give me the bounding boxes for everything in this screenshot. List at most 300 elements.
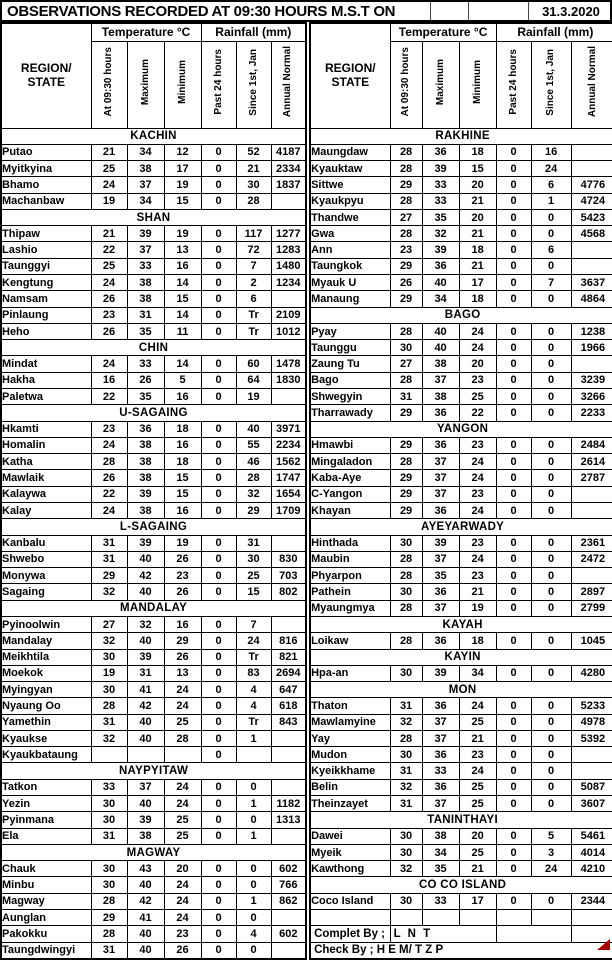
station-name: Kalay [1, 502, 91, 518]
value-cell: 12 [164, 144, 201, 160]
value-cell: 602 [271, 926, 306, 942]
checked-by-label: Check By ; H E M/ T Z P [310, 942, 612, 959]
value-cell: 29 [91, 568, 127, 584]
value-cell: 0 [201, 275, 236, 291]
value-cell: 1012 [271, 323, 306, 339]
value-cell: 1 [236, 828, 271, 844]
value-cell: 23 [91, 307, 127, 323]
value-cell: 28 [390, 454, 422, 470]
value-cell [571, 486, 612, 502]
value-cell: 0 [201, 893, 236, 909]
value-cell: 0 [201, 323, 236, 339]
value-cell: 37 [127, 177, 164, 193]
value-cell: 0 [201, 177, 236, 193]
value-cell: 1238 [571, 323, 612, 339]
station-name: Myitkyina [1, 161, 91, 177]
value-cell: 0 [201, 910, 236, 926]
region-header-line1: REGION/ [324, 60, 376, 75]
station-name: Maungdaw [310, 144, 390, 160]
value-cell: 2233 [571, 405, 612, 421]
value-cell: 31 [390, 796, 422, 812]
station-name: Magway [1, 893, 91, 909]
value-cell: 1313 [271, 812, 306, 828]
value-cell: 38 [127, 828, 164, 844]
value-cell: 0 [531, 405, 571, 421]
value-cell [571, 568, 612, 584]
station-name: Thipaw [1, 226, 91, 242]
station-name: Kyaukpyu [310, 193, 390, 209]
value-cell: 19 [164, 535, 201, 551]
temperature-group-header: Temperature °C [91, 23, 201, 41]
empty-row [310, 910, 612, 926]
value-cell: 33 [422, 893, 459, 909]
station-name: Kengtung [1, 275, 91, 291]
value-cell: 4864 [571, 291, 612, 307]
value-cell: 29 [390, 291, 422, 307]
empty-cell [390, 910, 422, 926]
value-cell: 25 [236, 568, 271, 584]
station-name: Zaung Tu [310, 356, 390, 372]
station-name: Kyaukbataung [1, 747, 91, 763]
value-cell: 33 [91, 779, 127, 795]
value-cell: 13 [164, 665, 201, 681]
value-cell: 2 [236, 275, 271, 291]
value-cell: 4724 [571, 193, 612, 209]
station-name: Yay [310, 730, 390, 746]
col-header-at0930: At 09:30 hours [91, 41, 127, 128]
value-cell: 7 [236, 258, 271, 274]
station-row [1, 291, 306, 307]
value-cell: 0 [201, 747, 236, 763]
value-cell: 4776 [571, 177, 612, 193]
value-cell: 40 [127, 877, 164, 893]
value-cell: 29 [236, 502, 271, 518]
value-cell: 1837 [271, 177, 306, 193]
col-header-since-jan: Since 1st, Jan [531, 41, 571, 128]
value-cell: 24 [459, 763, 496, 779]
value-cell: 38 [127, 437, 164, 453]
value-cell: 38 [422, 389, 459, 405]
value-cell: 0 [496, 291, 531, 307]
value-cell: 32 [390, 779, 422, 795]
section-row [310, 128, 612, 144]
empty-cell [531, 910, 571, 926]
value-cell: 20 [459, 356, 496, 372]
value-cell: 35 [422, 861, 459, 877]
value-cell: 23 [164, 926, 201, 942]
completed-by-label: Complet By ; [310, 926, 390, 942]
value-cell: 0 [531, 568, 571, 584]
station-name: Chauk [1, 861, 91, 877]
station-name: Kyeikkhame [310, 763, 390, 779]
value-cell: 0 [201, 877, 236, 893]
value-cell: 0 [496, 568, 531, 584]
value-cell: 0 [531, 340, 571, 356]
station-name: Putao [1, 144, 91, 160]
value-cell: 15 [164, 486, 201, 502]
station-name: Shwebo [1, 551, 91, 567]
value-cell: 2897 [571, 584, 612, 600]
value-cell: 117 [236, 226, 271, 242]
empty-cell [496, 926, 571, 942]
value-cell: 0 [236, 910, 271, 926]
value-cell: 24 [531, 161, 571, 177]
value-cell: 37 [127, 242, 164, 258]
value-cell: 6 [531, 242, 571, 258]
value-cell: 30 [390, 340, 422, 356]
value-cell: 4568 [571, 226, 612, 242]
value-cell: 17 [164, 161, 201, 177]
value-cell: 23 [390, 242, 422, 258]
rainfall-group-header: Rainfall (mm) [201, 23, 306, 41]
value-cell: 40 [422, 323, 459, 339]
value-cell: 34 [422, 844, 459, 860]
value-cell: 0 [201, 193, 236, 209]
station-row [310, 633, 612, 649]
station-name: Hakha [1, 372, 91, 388]
station-name: Myauk U [310, 275, 390, 291]
value-cell [271, 779, 306, 795]
value-cell: 39 [127, 226, 164, 242]
value-cell: 22 [459, 405, 496, 421]
section-header: CHIN [1, 340, 306, 356]
value-cell: 29 [390, 258, 422, 274]
station-row [310, 486, 612, 502]
value-cell: 0 [201, 828, 236, 844]
station-row [310, 698, 612, 714]
value-cell: 25 [164, 714, 201, 730]
value-cell: 26 [91, 323, 127, 339]
station-name: Monywa [1, 568, 91, 584]
station-name: Taunggyi [1, 258, 91, 274]
value-cell [571, 763, 612, 779]
value-cell: 30 [91, 796, 127, 812]
value-cell: 33 [127, 258, 164, 274]
value-cell: 27 [390, 209, 422, 225]
value-cell: 25 [459, 796, 496, 812]
value-cell: 0 [531, 714, 571, 730]
station-name: Shwegyin [310, 389, 390, 405]
value-cell: 0 [531, 226, 571, 242]
value-cell: 34 [459, 665, 496, 681]
page-title: OBSERVATIONS RECORDED AT 09:30 HOURS M.S.T ON [7, 2, 396, 20]
value-cell: 20 [459, 177, 496, 193]
value-cell: 16 [164, 616, 201, 632]
value-cell: 0 [531, 698, 571, 714]
value-cell: 0 [496, 437, 531, 453]
value-cell: 24 [459, 323, 496, 339]
value-cell: 20 [459, 828, 496, 844]
value-cell: 19 [236, 389, 271, 405]
col-header-past24: Past 24 hours [496, 41, 531, 128]
station-name: Moekok [1, 665, 91, 681]
value-cell [271, 747, 306, 763]
station-name: Belin [310, 779, 390, 795]
station-row [310, 763, 612, 779]
value-cell: Tr [236, 714, 271, 730]
completed-by-row [310, 926, 612, 942]
station-row [1, 861, 306, 877]
value-cell: 0 [531, 763, 571, 779]
tables-container [0, 22, 612, 960]
station-row [310, 551, 612, 567]
value-cell: 816 [271, 633, 306, 649]
value-cell: 3 [531, 844, 571, 860]
station-row [1, 307, 306, 323]
value-cell: 0 [496, 226, 531, 242]
value-cell: 821 [271, 649, 306, 665]
value-cell: 3971 [271, 421, 306, 437]
value-cell [571, 356, 612, 372]
red-corner-marker-icon [597, 939, 610, 950]
value-cell: 30 [390, 665, 422, 681]
station-name: Mingaladon [310, 454, 390, 470]
value-cell: 2361 [571, 535, 612, 551]
value-cell: 28 [236, 193, 271, 209]
value-cell: 1 [531, 193, 571, 209]
station-row [310, 372, 612, 388]
station-name: Hmawbi [310, 437, 390, 453]
value-cell: 14 [164, 275, 201, 291]
value-cell: 13 [164, 242, 201, 258]
value-cell: 29 [91, 910, 127, 926]
value-cell: Tr [236, 323, 271, 339]
value-cell: 0 [531, 356, 571, 372]
value-cell: 1234 [271, 275, 306, 291]
value-cell: 32 [127, 616, 164, 632]
section-header: KACHIN [1, 128, 306, 144]
section-header: MANDALAY [1, 600, 306, 616]
station-row [310, 747, 612, 763]
value-cell: 23 [459, 568, 496, 584]
value-cell: 40 [422, 340, 459, 356]
value-cell: 36 [127, 421, 164, 437]
value-cell: 1 [236, 893, 271, 909]
station-name: Kawthong [310, 861, 390, 877]
value-cell: 4210 [571, 861, 612, 877]
value-cell: 18 [459, 242, 496, 258]
value-cell: 1277 [271, 226, 306, 242]
value-cell: 6 [236, 291, 271, 307]
value-cell: 38 [127, 502, 164, 518]
station-name: Mandalay [1, 633, 91, 649]
value-cell: 25 [459, 389, 496, 405]
value-cell: 40 [127, 796, 164, 812]
station-name: Kyauktaw [310, 161, 390, 177]
value-cell: 30 [91, 877, 127, 893]
value-cell: 4978 [571, 714, 612, 730]
value-cell: 39 [422, 535, 459, 551]
station-row [1, 616, 306, 632]
section-row [1, 128, 306, 144]
value-cell [271, 730, 306, 746]
temperature-group-header: Temperature °C [390, 23, 496, 41]
value-cell: 52 [236, 144, 271, 160]
value-cell: 39 [127, 812, 164, 828]
value-cell: 3239 [571, 372, 612, 388]
value-cell: 0 [531, 730, 571, 746]
value-cell: 27 [91, 616, 127, 632]
station-row [1, 437, 306, 453]
col-header-at0930: At 09:30 hours [390, 41, 422, 128]
value-cell: 18 [164, 454, 201, 470]
value-cell: 0 [201, 568, 236, 584]
value-cell: 40 [236, 421, 271, 437]
station-row [1, 502, 306, 518]
col-header-minimum: Minimum [459, 41, 496, 128]
value-cell: 25 [459, 844, 496, 860]
value-cell: 23 [459, 535, 496, 551]
value-cell: 0 [531, 747, 571, 763]
value-cell: 36 [422, 698, 459, 714]
station-row [1, 454, 306, 470]
value-cell: 0 [201, 372, 236, 388]
value-cell: 40 [127, 942, 164, 959]
value-cell: 602 [271, 861, 306, 877]
value-cell: 0 [496, 779, 531, 795]
value-cell: 766 [271, 877, 306, 893]
value-cell: 29 [390, 470, 422, 486]
value-cell: 0 [496, 340, 531, 356]
station-row [310, 502, 612, 518]
section-row [310, 682, 612, 698]
value-cell: 0 [496, 193, 531, 209]
section-header: SHAN [1, 209, 306, 225]
value-cell: 64 [236, 372, 271, 388]
station-name: Thaton [310, 698, 390, 714]
value-cell: 24 [164, 682, 201, 698]
value-cell: 28 [390, 372, 422, 388]
station-name: Pyinmana [1, 812, 91, 828]
value-cell: 42 [127, 893, 164, 909]
station-row [310, 242, 612, 258]
value-cell: 35 [127, 323, 164, 339]
value-cell [271, 535, 306, 551]
section-header: NAYPYITAW [1, 763, 306, 779]
station-name: Phyarpon [310, 568, 390, 584]
value-cell: 2109 [271, 307, 306, 323]
station-row [1, 730, 306, 746]
value-cell: 18 [459, 633, 496, 649]
value-cell: 4280 [571, 665, 612, 681]
value-cell: 0 [531, 584, 571, 600]
station-name: Bago [310, 372, 390, 388]
value-cell: 25 [91, 258, 127, 274]
value-cell: 0 [201, 779, 236, 795]
value-cell: 1480 [271, 258, 306, 274]
station-name: Sittwe [310, 177, 390, 193]
value-cell: 16 [531, 144, 571, 160]
value-cell: 2234 [271, 437, 306, 453]
station-name: Meikhtila [1, 649, 91, 665]
section-header: KAYIN [310, 649, 612, 665]
value-cell: 0 [201, 942, 236, 959]
station-row [310, 844, 612, 860]
station-name: Taungdwingyi [1, 942, 91, 959]
value-cell: 0 [531, 291, 571, 307]
value-cell: 4 [236, 926, 271, 942]
rainfall-group-header: Rainfall (mm) [496, 23, 612, 41]
value-cell: 2334 [271, 161, 306, 177]
value-cell: 0 [531, 665, 571, 681]
station-name: Taungkok [310, 258, 390, 274]
value-cell: 38 [127, 161, 164, 177]
station-row [1, 893, 306, 909]
value-cell: 0 [496, 161, 531, 177]
station-row [1, 226, 306, 242]
station-name: Kalaywa [1, 486, 91, 502]
station-name: Bhamo [1, 177, 91, 193]
value-cell: 28 [390, 161, 422, 177]
value-cell: 0 [496, 584, 531, 600]
station-name: Myaungmya [310, 600, 390, 616]
section-header: RAKHINE [310, 128, 612, 144]
station-name: C-Yangon [310, 486, 390, 502]
value-cell [271, 616, 306, 632]
station-row [310, 356, 612, 372]
value-cell: 37 [422, 470, 459, 486]
station-row [1, 910, 306, 926]
value-cell [236, 747, 271, 763]
value-cell: 843 [271, 714, 306, 730]
value-cell: 16 [164, 389, 201, 405]
value-cell: 40 [127, 714, 164, 730]
section-row [1, 600, 306, 616]
value-cell: 0 [531, 323, 571, 339]
station-name: Nyaung Oo [1, 698, 91, 714]
value-cell: 17 [459, 893, 496, 909]
empty-cell [571, 910, 612, 926]
station-name: Maubin [310, 551, 390, 567]
value-cell [271, 389, 306, 405]
station-row [1, 682, 306, 698]
station-row [310, 323, 612, 339]
station-row [1, 812, 306, 828]
value-cell: 0 [496, 258, 531, 274]
value-cell: 28 [91, 454, 127, 470]
empty-cell [422, 910, 459, 926]
value-cell: 16 [164, 502, 201, 518]
station-name: Lashio [1, 242, 91, 258]
value-cell: 21 [91, 144, 127, 160]
value-cell: 25 [459, 779, 496, 795]
value-cell: 30 [91, 812, 127, 828]
value-cell: 2799 [571, 600, 612, 616]
value-cell: 21 [91, 226, 127, 242]
value-cell: 0 [496, 893, 531, 909]
station-name: Theinzayet [310, 796, 390, 812]
value-cell: 0 [201, 633, 236, 649]
value-cell: 1045 [571, 633, 612, 649]
value-cell: 35 [422, 568, 459, 584]
value-cell: 0 [496, 470, 531, 486]
value-cell: 29 [390, 405, 422, 421]
station-row [1, 747, 306, 763]
value-cell: 1830 [271, 372, 306, 388]
value-cell: 36 [422, 779, 459, 795]
value-cell: 5 [164, 372, 201, 388]
value-cell: 36 [422, 258, 459, 274]
value-cell: 23 [459, 486, 496, 502]
value-cell: 0 [201, 226, 236, 242]
value-cell: 0 [201, 356, 236, 372]
station-name: Myeik [310, 844, 390, 860]
value-cell: 24 [459, 470, 496, 486]
value-cell: 28 [164, 730, 201, 746]
value-cell: 33 [422, 177, 459, 193]
value-cell: 4 [236, 682, 271, 698]
value-cell: 0 [496, 763, 531, 779]
